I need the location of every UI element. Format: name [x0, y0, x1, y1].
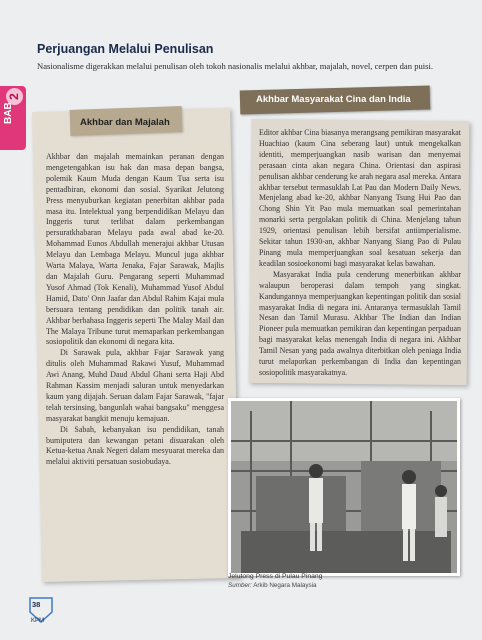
intro-text: Nasionalisme digerakkan melalui penulisan oleh tokoh nasionalis melalui akhbar, majalah, novel, cerpen dan puisi.: [37, 61, 434, 71]
page-heading: Perjuangan Melalui Penulisan: [37, 42, 214, 56]
page-number: 38: [32, 600, 41, 609]
left-box-title: Akhbar dan Majalah: [80, 117, 170, 128]
right-paragraph: Editor akhbar Cina biasanya merangsang pemikiran masyarakat Huachiao (kaum Cina seberang laut) untuk mengekalkan identiti, memperjuangkan nasib warisan dan menyemai perasaan cinta akan negara China. Orientasi dan aspirasi penulisan akhbar cenderung ke arah negara asal mereka. Antara akhbar tersebut termasuklah Lat Pau dan Modern Daily News. Menjelang abad ke-20, akhbar Nanyang Tsung Hui Pao dan Chong Shin Yit Pao mula memuatkan soal pemerintahan monarki serta pergolakan politik di China. Menjelang tahun 1929, orientasi penulisan lebih bersifat antiimperialisme. Sekitar tahun 1930-an, akhbar Nanyang Siang Pao di Pulau Pinang mula memperjuangkan soal kesatuan sekerja dan keadilan sosioekonomi bagi masyarakat kelas bawahan.: [259, 128, 461, 268]
source-label: Sumber:: [228, 582, 252, 589]
left-paragraph: Di Sarawak pula, akhbar Fajar Sarawak yang ditulis oleh Muhammad Rakawi Yusuf, Muhammad Awi Anang, Muhd Daud Abdul Ghani serta Haji Abd Rahman Kassim menjadi saluran untuk menyedarkan kaum yang dijajah. Seruan dalam Fajar Sarawak, "fajar telah tersinsing, bangunlah wahai bangsaku" menggesa masyarakat bangkit menuju kemajuan.: [46, 348, 224, 423]
chapter-number: 2: [6, 88, 23, 105]
press-photo-illustration: [231, 401, 457, 573]
photo-source: [228, 582, 317, 589]
photo-caption: Jelutong Press di Pulau Pinang: [228, 573, 323, 580]
right-box-text: [259, 128, 461, 379]
right-box-title: Akhbar Masyarakat Cina dan India: [256, 94, 411, 105]
left-box-text: [46, 152, 224, 468]
publisher-label: KPM: [31, 618, 45, 624]
right-paragraph: Masyarakat India pula cenderung menerbitkan akhbar walaupun beroperasi dalam tempoh yang singkat. Kandungannya memperjuangkan kepentingan politik dan sosial masyarakat India di negara ini. Antaranya termasuklah Tamil Nesan dan Tamil Murasu. Akhbar The Indian dan Indian Pioneer pula memuatkan pemikiran dan kepentingan perpaduan bagi masyarakat kelas menengah India di negara ini. Akhbar Tamil Nesan yang pada awalnya diterbitkan oleh peniaga India turut melaporkan perkembangan di India dan kepentingan sosiopolitik masyarakatnya.: [259, 269, 461, 377]
source-text: Arkib Negara Malaysia: [253, 582, 317, 589]
chapter-label: BAB: [3, 102, 14, 124]
historic-photo: [228, 398, 460, 576]
left-paragraph: Akhbar dan majalah memainkan peranan dengan mengetengahkan isu hak dan masa depan bangsa, polemik Kaum Muda dengan Kaum Tua serta isu pentadbiran, ekonomi dan sosial. Syarikat Jelutong Press menyuburkan kegiatan penerbitan akhbar pada masa itu. Intelektual yang berpendidikan Melayu dan Inggeris turut terlibat dalam perkembangan persuratkhabaran Melayu pada awal abad ke-20. Mohammad Eunos Abdullah menerajui akhbar Utusan Melayu dan Lembaga Melayu. Muncul juga akhbar Warta Malaya, Warta Jenaka, Fajar Sarawak, Majlis dan Majalah Guru. Pengarang seperti Muhammad Yusof Ahmad (Tok Kenali), Muhammad Yusof Abdul Hamid, Dato' Onn Jaafar dan Abdul Rahim Kajai mula bersuara tentang pendidikan dan politik tanah air. Akhbar berbahasa Inggeris seperti The Malay Mail dan The Malaya Tribune turut memaparkan perkembangan sosiopolitik dan ekonomi di negara kita.: [46, 152, 224, 347]
left-paragraph: Di Sabah, kebanyakan isu pendidikan, tanah bumiputera dan kewangan petani disuarakan oleh Ketua-ketua Anak Negeri dalam mesyuarat mereka dan melalui aktiviti persatuan sosiobudaya.: [46, 424, 224, 467]
